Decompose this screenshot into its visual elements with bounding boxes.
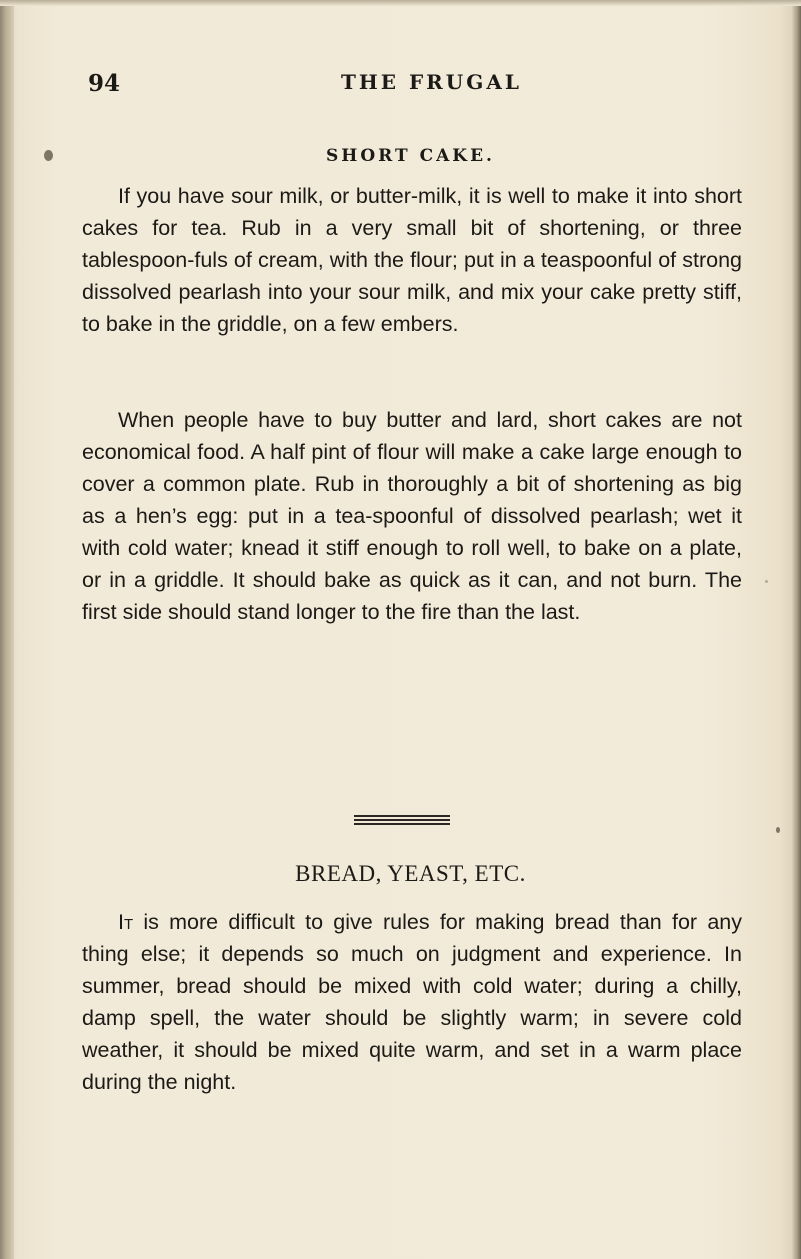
section-divider-rule (354, 815, 450, 827)
page-number: 94 (88, 70, 121, 97)
section-heading-short-cake: SHORT CAKE. (326, 146, 495, 166)
page-binding-shadow (0, 0, 14, 1259)
page-top-edge (0, 0, 801, 6)
page-edge-shadow (791, 0, 801, 1259)
section-heading-bread-yeast: BREAD, YEAST, ETC. (295, 861, 526, 886)
paper-speck (765, 580, 768, 583)
paragraph: When people have to buy butter and lard, short cakes are not economical food. A half pint of flour will make a cake large enough to cover a common plate. Rub in thoroughly a bit of shortening as big as a hen’s egg: put in a tea-spoonful of dissolved pearlash; wet it with cold water; knead it stiff enough to roll well, to bake on a plate, or in a griddle. It should bake as quick as it can, and not burn. The first side should stand longer to the fire than the last. (82, 408, 742, 624)
paragraph (82, 906, 742, 1098)
paper-speck (776, 827, 780, 833)
paper-speck (44, 150, 53, 161)
paragraph-lead-word: It (118, 910, 134, 934)
running-head-title: THE FRUGAL (341, 70, 522, 94)
paragraph: If you have sour milk, or butter-milk, it is well to make it into short cakes for tea. Rub in a very small bit of shortening, or three tablespoon-fuls of cream, with the flour; put in a teaspoonful of strong dissolved pearlash into your sour milk, and mix your cake pretty stiff, to bake in the griddle, on a few embers. (82, 184, 742, 336)
paragraph-body: is more difficult to give rules for making bread than for any thing else; it depends so much on judgment and experience. In summer, bread should be mixed with cold water; during a chilly, damp spell, the water should be slightly warm; in severe cold weather, it should be mixed quite warm, and set in a warm place during the night. (82, 910, 742, 1094)
running-head (88, 70, 736, 104)
